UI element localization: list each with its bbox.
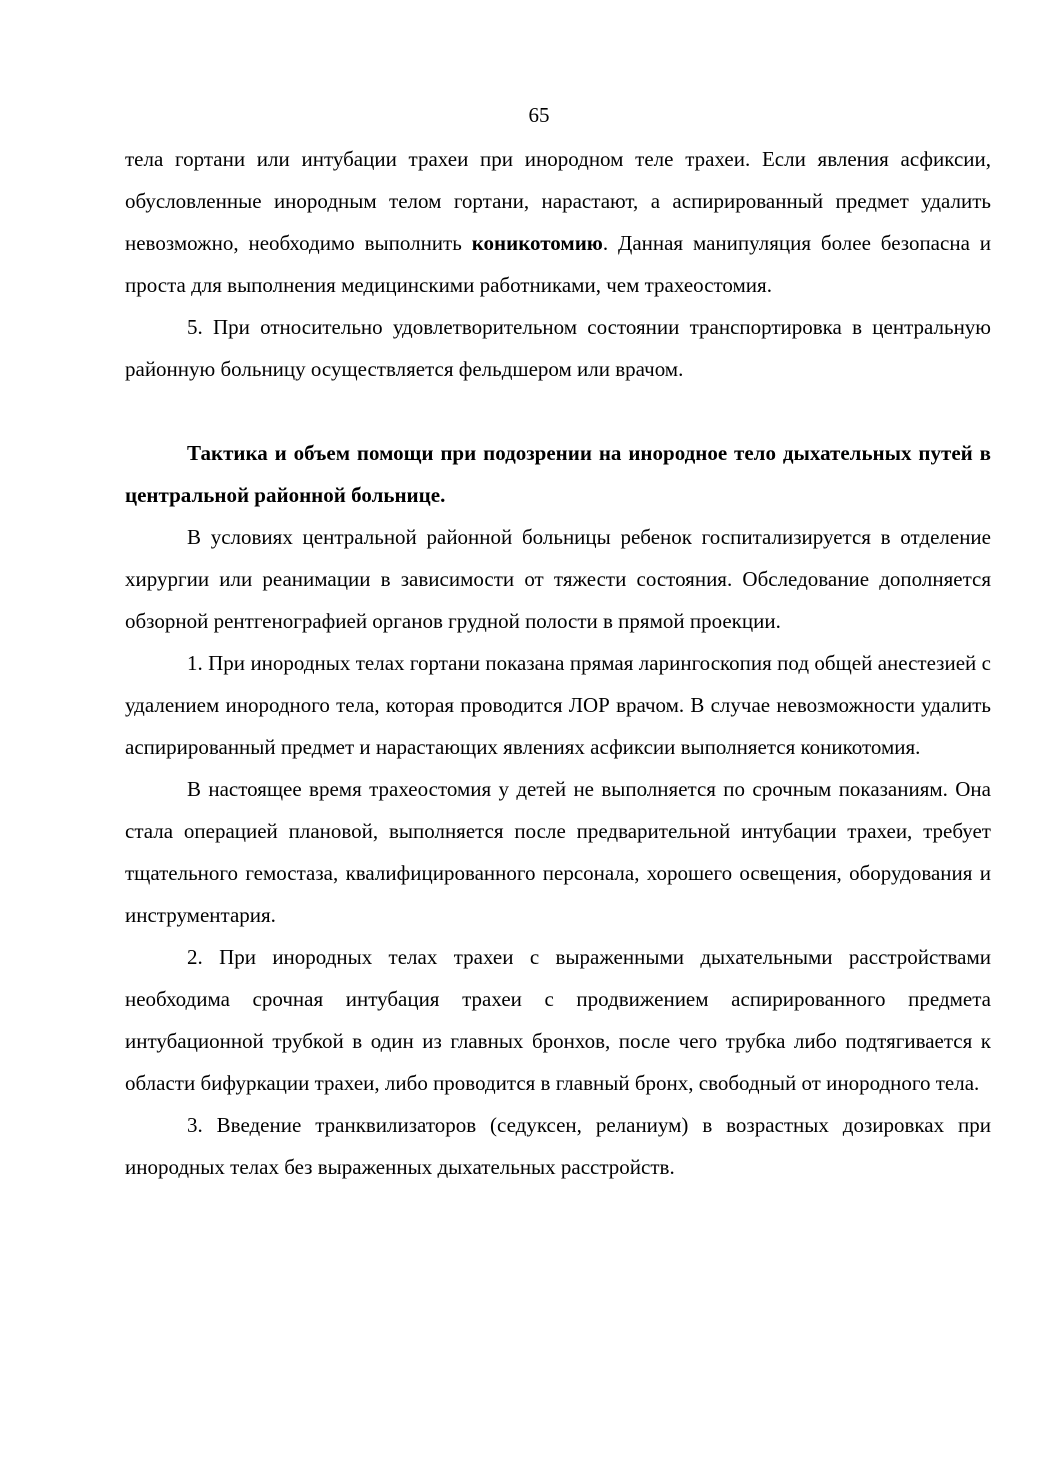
paragraph-text: тела гортани или интубации трахеи при инородном теле трахеи. Если явления асфиксии, обусловленные инородным телом гортани, нарастают, а аспирированный предмет удалить невозможно, необходимо выполнить xyxy=(125,147,991,255)
paragraph-item-1: 1. При инородных телах гортани показана прямая ларингоскопия под общей анестезией с удалением инородного тела, которая проводится ЛОР врачом. В случае невозможности удалить аспирированный предмет и нарастающих явлениях асфиксии выполняется коникотомия. xyxy=(125,651,991,759)
page-body xyxy=(125,138,991,1188)
bold-term: коникотомию xyxy=(471,231,603,255)
paragraph-item-5: 5. При относительно удовлетворительном состоянии транспортировка в центральную районную больницу осуществляется фельдшером или врачом. xyxy=(125,315,991,381)
section-heading: Тактика и объем помощи при подозрении на инородное тело дыхательных путей в центральной районной больнице. xyxy=(125,441,991,507)
paragraph-continuation xyxy=(125,138,991,306)
page-number: 65 xyxy=(528,103,550,127)
paragraph-tracheostomy: В настоящее время трахеостомия у детей не выполняется по срочным показаниям. Она стала операцией плановой, выполняется после предварительной интубации трахеи, требует тщательного гемостаза, квалифицированного персонала, хорошего освещения, оборудования и инструментария. xyxy=(125,777,991,927)
paragraph-item-3: 3. Введение транквилизаторов (седуксен, реланиум) в возрастных дозировках при инородных телах без выраженных дыхательных расстройств. xyxy=(125,1113,991,1179)
paragraph-hospital-conditions: В условиях центральной районной больницы ребенок госпитализируется в отделение хирургии или реанимации в зависимости от тяжести состояния. Обследование дополняется обзорной рентгенографией органов грудной полости в прямой проекции. xyxy=(125,525,991,633)
paragraph-item-2: 2. При инородных телах трахеи с выраженными дыхательными расстройствами необходима срочная интубация трахеи с продвижением аспирированного предмета интубационной трубкой в один из главных бронхов, после чего трубка либо подтягивается к области бифуркации трахеи, либо проводится в главный бронх, свободный от инородного тела. xyxy=(125,945,991,1095)
paragraph-text: . Данная манипуляция более безопасна и проста для выполнения медицинскими работниками, чем трахеостомия. xyxy=(125,231,992,297)
